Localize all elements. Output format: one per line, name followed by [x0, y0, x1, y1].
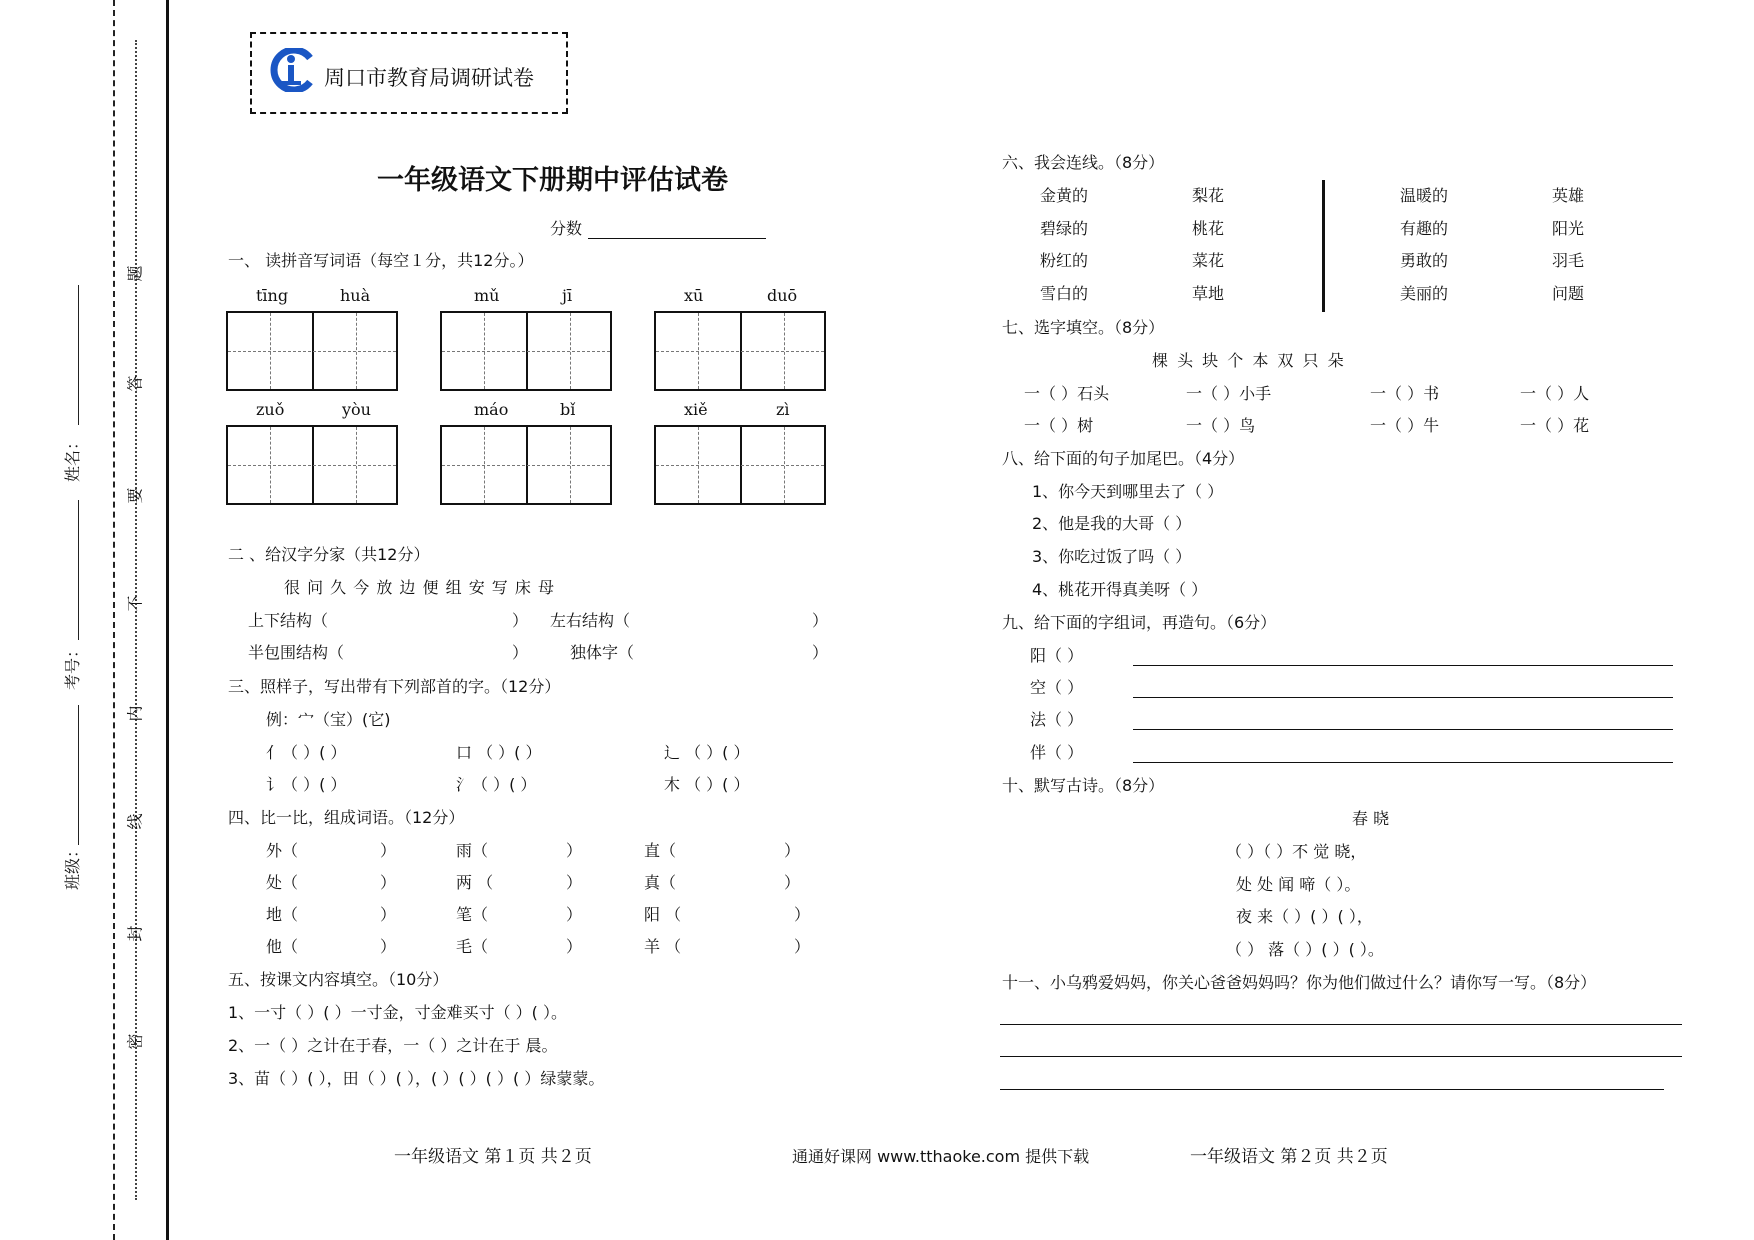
close-paren: ） [812, 611, 829, 630]
section8-heading: 八、给下面的句子加尾巴。（4分） [1002, 449, 1245, 468]
seal-char: 要 [125, 487, 145, 504]
compare-item: 处（ [266, 873, 299, 892]
writing-line[interactable] [1000, 1056, 1682, 1057]
close-paren: ） [784, 841, 801, 860]
close-paren: ） [512, 643, 529, 662]
exam-number-line [78, 500, 79, 640]
fill-line: 2、一（ ）之计在于春，一（ ）之计在于 晨。 [228, 1036, 558, 1055]
measure-item: 一（ ）鸟 [1186, 416, 1256, 435]
class-line [78, 705, 79, 845]
seal-char: 内 [125, 705, 145, 722]
word-item: 阳（ ） [1030, 646, 1084, 665]
close-paren: ） [566, 905, 583, 924]
char-list: 很 问 久 今 放 边 便 组 安 写 床 母 [284, 578, 555, 597]
compare-item: 阳 （ [644, 905, 682, 924]
match-left-a: 碧绿的 [1040, 219, 1089, 238]
seal-char: 题 [125, 265, 145, 282]
measure-item: 一（ ）树 [1024, 416, 1094, 435]
close-paren: ） [380, 905, 397, 924]
seal-char: 不 [125, 595, 145, 612]
seal-char: 线 [125, 813, 145, 830]
close-paren: ） [512, 611, 529, 630]
compare-item: 真（ [644, 873, 677, 892]
footer-page-2: 一年级语文 第２页 共２页 [1190, 1147, 1388, 1167]
match-divider [1322, 180, 1325, 312]
pinyin: duō [767, 286, 798, 305]
match-right-a: 美丽的 [1400, 284, 1449, 303]
close-paren: ） [380, 937, 397, 956]
name-label: 姓名： [63, 433, 82, 482]
logo-text: 周口市教育局调研试卷 [324, 66, 534, 90]
answer-line[interactable] [1133, 729, 1673, 730]
close-paren: ） [812, 643, 829, 662]
writing-grid[interactable] [440, 311, 612, 391]
poem-line: 夜 来（ ）( ）( ）， [1236, 907, 1373, 926]
section11-heading: 十一、小乌鸦爱妈妈，你关心爸爸妈妈吗？你为他们做过什么？请你写一写。（8分） [1002, 973, 1597, 992]
close-paren: ） [794, 937, 811, 956]
radical-item: 口 （ ）( ） [456, 743, 542, 762]
measure-item: 一（ ）石头 [1024, 384, 1110, 403]
sentence-item: 2、他是我的大哥（ ） [1032, 514, 1192, 533]
pinyin: xiě [684, 400, 708, 419]
seal-char: 封 [125, 925, 145, 942]
match-left-b: 菜花 [1192, 251, 1225, 270]
measure-item: 一（ ）牛 [1370, 416, 1440, 435]
compare-item: 笔（ [456, 905, 489, 924]
match-right-b: 英雄 [1552, 186, 1585, 205]
compare-item: 雨（ [456, 841, 489, 860]
match-left-a: 粉红的 [1040, 251, 1089, 270]
compare-item: 毛（ [456, 937, 489, 956]
structure-top-bottom: 上下结构（ [248, 611, 329, 630]
match-right-a: 有趣的 [1400, 219, 1449, 238]
measure-item: 一（ ）花 [1520, 416, 1590, 435]
writing-line[interactable] [1000, 1024, 1682, 1025]
pinyin: yòu [342, 400, 371, 419]
close-paren: ） [566, 841, 583, 860]
binding-solid-line [166, 0, 169, 1240]
score-label: 分数 [550, 219, 583, 238]
answer-line[interactable] [1133, 762, 1673, 763]
poem-line: 处 处 闻 啼（ ）。 [1236, 875, 1361, 894]
writing-grid[interactable] [226, 311, 398, 391]
pinyin: xū [684, 286, 704, 305]
measure-item: 一（ ）书 [1370, 384, 1440, 403]
word-item: 伴（ ） [1030, 743, 1084, 762]
radical-item: 氵（ ）( ） [456, 775, 537, 794]
writing-grid[interactable] [654, 425, 826, 505]
sentence-item: 1、你今天到哪里去了（ ） [1032, 482, 1224, 501]
match-left-b: 梨花 [1192, 186, 1225, 205]
section5-heading: 五、按课文内容填空。（10分） [228, 970, 449, 989]
word-item: 法（ ） [1030, 710, 1084, 729]
match-left-a: 雪白的 [1040, 284, 1089, 303]
measure-item: 一（ ）小手 [1186, 384, 1272, 403]
example-text: 例：宀（宝）(它) [266, 710, 391, 729]
compare-item: 外（ [266, 841, 299, 860]
education-logo-icon [266, 48, 316, 92]
section9-heading: 九、给下面的字组词，再造句。（6分） [1002, 613, 1277, 632]
pinyin: zuǒ [256, 400, 285, 419]
match-right-a: 勇敢的 [1400, 251, 1449, 270]
seal-char: 答 [125, 375, 145, 392]
radical-item: 亻（ ）( ） [266, 743, 347, 762]
answer-line[interactable] [1133, 697, 1673, 698]
logo-box [250, 32, 568, 114]
section1-heading: 一、 读拼音写词语（每空１分，共12分。） [228, 251, 534, 270]
close-paren: ） [566, 873, 583, 892]
section3-heading: 三、照样子，写出带有下列部首的字。（12分） [228, 677, 561, 696]
section7-heading: 七、选字填空。（8分） [1002, 318, 1165, 337]
close-paren: ） [380, 841, 397, 860]
fill-line: 1、一寸（ ）( ）一寸金，寸金难买寸（ ）( ）。 [228, 1003, 568, 1022]
section10-heading: 十、默写古诗。（8分） [1002, 776, 1165, 795]
sentence-item: 3、你吃过饭了吗（ ） [1032, 547, 1192, 566]
structure-left-right: 左右结构（ [550, 611, 631, 630]
match-right-a: 温暖的 [1400, 186, 1449, 205]
writing-line[interactable] [1000, 1089, 1664, 1090]
compare-item: 直（ [644, 841, 677, 860]
pinyin: tīng [256, 286, 289, 305]
radical-item: 讠（ ）( ） [266, 775, 347, 794]
match-left-b: 草地 [1192, 284, 1225, 303]
pinyin: huà [340, 286, 371, 305]
compare-item: 地（ [266, 905, 299, 924]
match-left-b: 桃花 [1192, 219, 1225, 238]
measure-word-list: 棵 头 块 个 本 双 只 朵 [1152, 351, 1346, 370]
section4-heading: 四、比一比，组成词语。（12分） [228, 808, 465, 827]
answer-line[interactable] [1133, 665, 1673, 666]
sentence-item: 4、桃花开得真美呀（ ） [1032, 580, 1208, 599]
page-title: 一年级语文下册期中评估试卷 [377, 165, 728, 196]
radical-item: 木 （ ）( ） [664, 775, 750, 794]
binding-dotted-line [135, 40, 137, 1200]
close-paren: ） [784, 873, 801, 892]
writing-grid[interactable] [226, 425, 398, 505]
poem-line: （ ）（ ）不 觉 晓， [1226, 842, 1367, 861]
writing-grid[interactable] [440, 425, 612, 505]
close-paren: ） [380, 873, 397, 892]
match-right-b: 阳光 [1552, 219, 1585, 238]
footer-source: 通通好课网 www.tthaoke.com 提供下载 [792, 1147, 1090, 1166]
writing-grid[interactable] [654, 311, 826, 391]
close-paren: ） [794, 905, 811, 924]
footer-page-1: 一年级语文 第１页 共２页 [394, 1147, 592, 1167]
pinyin: zì [776, 400, 790, 419]
score-line [588, 238, 766, 239]
section6-heading: 六、我会连线。（8分） [1002, 153, 1165, 172]
compare-item: 羊 （ [644, 937, 682, 956]
name-line [78, 285, 79, 425]
measure-item: 一（ ）人 [1520, 384, 1590, 403]
structure-half-enclosed: 半包围结构（ [248, 643, 345, 662]
pinyin: bǐ [560, 400, 576, 419]
seal-char: 密 [125, 1033, 145, 1050]
close-paren: ） [566, 937, 583, 956]
class-label: 班级： [63, 841, 82, 890]
match-left-a: 金黄的 [1040, 186, 1089, 205]
pinyin: jī [562, 286, 573, 305]
structure-single: 独体字（ [570, 643, 635, 662]
compare-item: 他（ [266, 937, 299, 956]
match-right-b: 羽毛 [1552, 251, 1585, 270]
poem-line: （ ） 落（ ）( ）( ）。 [1226, 940, 1384, 959]
match-right-b: 问题 [1552, 284, 1585, 303]
compare-item: 两 （ [456, 873, 494, 892]
fill-line: 3、苗（ ）( ），田（ ）( ），( ）( ）( ）( ）绿蒙蒙。 [228, 1069, 605, 1088]
pinyin: mǔ [474, 286, 500, 305]
binding-dashed-line [113, 0, 115, 1240]
word-item: 空（ ） [1030, 678, 1084, 697]
section2-heading: 二 、给汉字分家（共12分） [228, 545, 430, 564]
pinyin: máo [474, 400, 509, 419]
exam-number-label: 考号： [63, 641, 82, 690]
radical-item: 辶 （ ）( ） [664, 743, 750, 762]
poem-title: 春 晓 [1352, 809, 1390, 828]
